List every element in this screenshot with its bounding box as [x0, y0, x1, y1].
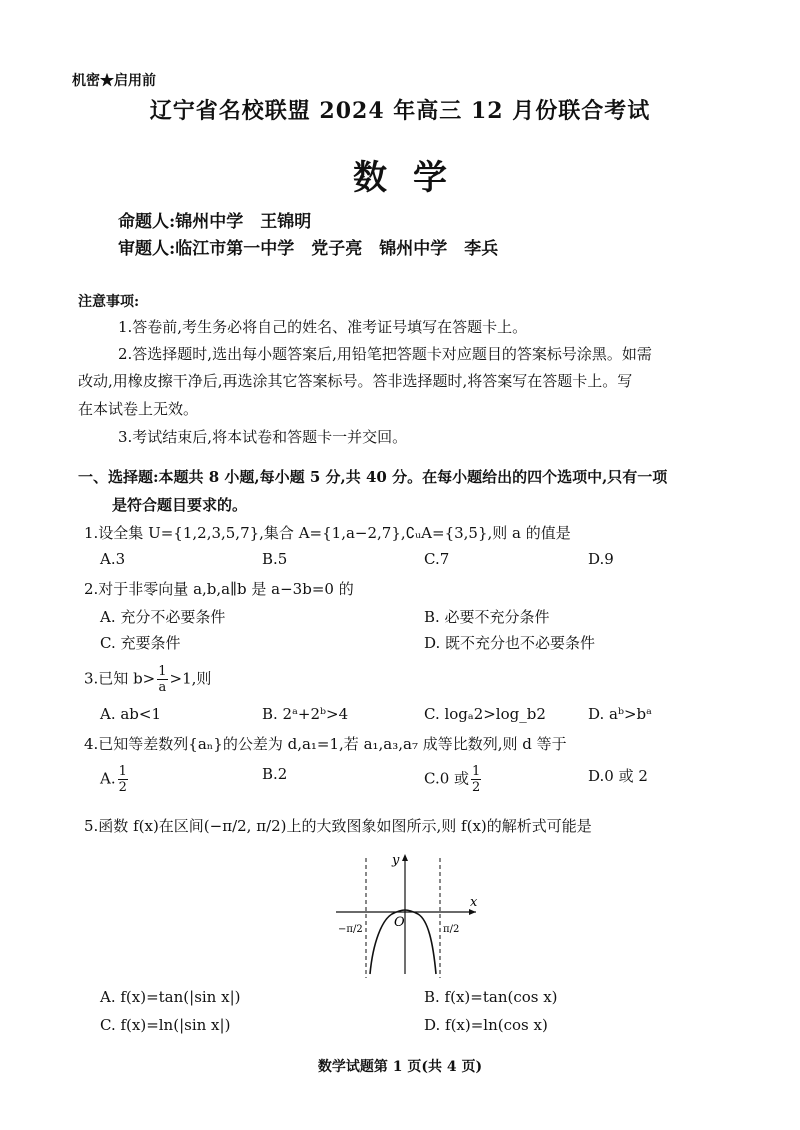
q1-option-d: D.9	[588, 550, 614, 568]
q5-option-a: A. f(x)=tan(|sin x|)	[100, 988, 241, 1006]
exam-title: 辽宁省名校联盟 2024 年高三 12 月份联合考试	[149, 98, 651, 124]
q3-option-c: C. logₐ2>log_b2	[424, 705, 546, 723]
question-4-stem: 4.已知等差数列{aₙ}的公差为 d,a₁=1,若 a₁,a₃,a₇ 成等比数列,则 d 等于	[84, 735, 567, 753]
q2-option-b: B. 必要不充分条件	[424, 608, 550, 626]
note-item-2-line-2: 改动,用橡皮擦干净后,再选涂其它答案标号。答非选择题时,将答案写在答题卡上。写	[78, 372, 633, 390]
q5-option-c: C. f(x)=ln(|sin x|)	[100, 1016, 231, 1034]
q2-option-c: C. 充要条件	[100, 634, 181, 652]
author-line: 命题人:锦州中学 王锦明	[118, 212, 312, 232]
confidential-mark: 机密★启用前	[72, 73, 156, 89]
note-item-1: 1.答卷前,考生务必将自己的姓名、准考证号填写在答题卡上。	[118, 318, 528, 336]
x-axis-label: x	[470, 895, 478, 910]
right-tick-label: π/2	[443, 924, 460, 935]
origin-label: O	[394, 915, 405, 930]
q3-option-b: B. 2ᵃ+2ᵇ>4	[262, 705, 349, 723]
q2-option-d: D. 既不充分也不必要条件	[424, 634, 596, 652]
q4-option-c-fraction	[471, 765, 481, 794]
q4-a-denominator: 2	[118, 780, 127, 795]
question-1-stem: 1.设全集 U={1,2,3,5,7},集合 A={1,a−2,7},∁ᵤA={3,5},则 a 的值是	[84, 524, 571, 542]
q3-fraction	[157, 665, 167, 694]
question-2-stem: 2.对于非零向量 a,b,a∥b 是 a−3b=0 的	[84, 580, 354, 598]
section-heading-line-1: 一、选择题:本题共 8 小题,每小题 5 分,共 40 分。在每小题给出的四个选项中,只有一项	[78, 468, 668, 486]
notes-heading: 注意事项:	[78, 294, 140, 310]
question-3-stem	[84, 665, 211, 694]
q4-option-a-fraction	[118, 765, 128, 794]
note-item-3: 3.考试结束后,将本试卷和答题卡一并交回。	[118, 428, 408, 446]
section-heading-line-2: 是符合题目要求的。	[112, 496, 248, 514]
q1-option-a: A.3	[100, 550, 126, 568]
q4-option-a-prefix: A.	[100, 769, 116, 788]
q5-option-d: D. f(x)=ln(cos x)	[424, 1016, 548, 1034]
left-tick-label: −π/2	[338, 924, 363, 935]
q3-fraction-numerator: 1	[158, 664, 167, 679]
q4-option-c-prefix: C.0 或	[424, 769, 470, 788]
y-axis-label: y	[392, 853, 400, 868]
q3-stem-suffix: >1,则	[169, 669, 212, 688]
q4-option-b: B.2	[262, 765, 288, 783]
note-item-2-line-3: 在本试卷上无效。	[78, 400, 199, 418]
q4-c-denominator: 2	[472, 780, 481, 795]
function-graph	[330, 850, 480, 980]
reviewer-line: 审题人:临江市第一中学 党子亮 锦州中学 李兵	[118, 239, 499, 259]
note-item-2-line-1: 2.答选择题时,选出每小题答案后,用铅笔把答题卡对应题目的答案标号涂黑。如需	[118, 345, 652, 363]
page-footer: 数学试题第 1 页(共 4 页)	[317, 1059, 483, 1075]
q4-c-numerator: 1	[472, 764, 481, 779]
q1-option-c: C.7	[424, 550, 450, 568]
q3-option-d: D. aᵇ>bᵃ	[588, 705, 652, 723]
q3-stem-prefix: 3.已知 b>	[84, 669, 156, 688]
subject-title: 数学	[353, 158, 473, 198]
q5-option-b: B. f(x)=tan(cos x)	[424, 988, 558, 1006]
q3-option-a: A. ab<1	[100, 705, 162, 723]
y-axis-arrow	[402, 854, 408, 861]
q4-option-c	[424, 765, 483, 794]
q3-fraction-denominator: a	[158, 680, 167, 695]
q4-a-numerator: 1	[118, 764, 127, 779]
q4-option-a	[100, 765, 130, 794]
q4-option-d: D.0 或 2	[588, 767, 648, 785]
question-5-stem: 5.函数 f(x)在区间(−π/2, π/2)上的大致图象如图所示,则 f(x)的解析式可能是	[84, 817, 592, 835]
q1-option-b: B.5	[262, 550, 288, 568]
q2-option-a: A. 充分不必要条件	[100, 608, 226, 626]
